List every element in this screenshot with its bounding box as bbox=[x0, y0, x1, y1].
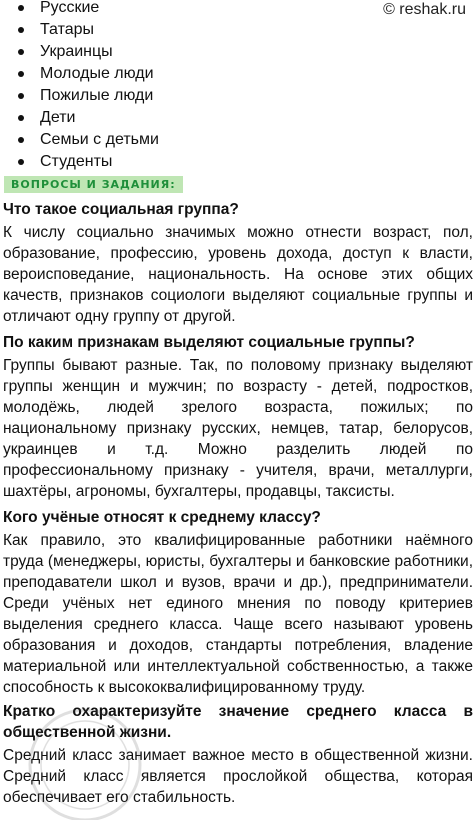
list-item bbox=[0, 107, 300, 129]
list-item bbox=[0, 41, 300, 63]
list-item-label: Украинцы bbox=[40, 43, 113, 60]
social-groups-list bbox=[0, 0, 300, 173]
list-item bbox=[0, 85, 300, 107]
list-item bbox=[0, 129, 300, 151]
tasks-section-label: ВОПРОСЫ И ЗАДАНИЯ: bbox=[4, 176, 183, 193]
bullet-icon bbox=[18, 93, 24, 99]
list-item bbox=[0, 19, 300, 41]
list-item bbox=[0, 0, 300, 19]
qa-block-middle-class-role bbox=[3, 701, 473, 808]
qa-block-social-group bbox=[3, 199, 473, 327]
list-item-label: Молодые люди bbox=[40, 65, 154, 82]
bullet-icon bbox=[18, 71, 24, 77]
list-item-label: Пожилые люди bbox=[40, 87, 154, 104]
answer-paragraph: Группы бывают разные. Так, по половому признаку выделяют группы женщин и мужчин; по возрасту - детей, подростков, молодёжь, людей зрелого возраста, пожилых; по национальному признаку русских, немцев, татар, белорусов, украинцев и т.д. Можно разделить людей по профессиональному признаку - учителя, врачи, металлурги, шахтёры, агрономы, бухгалтеры, продавцы, таксисты. bbox=[3, 357, 473, 500]
answer-paragraph: Как правило, это квалифицированные работники наёмного труда (менеджеры, юристы, бухгалтеры и банковские работники, преподаватели школ и вузов, врачи и др.), предприниматели. Среди учёных нет единого мнения по поводу критериев выделения среднего класса. Чаще всего называют уровень образования и доходов, стандарты потребления, владение материальной или интеллектуальной собственностью, а также способность к высококвалифицированному труду. bbox=[3, 532, 473, 696]
question-heading: Кого учёные относят к среднему классу? bbox=[3, 509, 321, 526]
list-item bbox=[0, 151, 300, 173]
bullet-icon bbox=[18, 115, 24, 121]
bullet-icon bbox=[18, 27, 24, 33]
question-heading: По каким признакам выделяют социальные группы? bbox=[3, 334, 415, 351]
bullet-icon bbox=[18, 159, 24, 165]
list-item-label: Русские bbox=[40, 0, 100, 16]
question-heading: Что такое социальная группа? bbox=[3, 201, 239, 218]
qa-block-middle-class bbox=[3, 507, 473, 698]
list-item-label: Дети bbox=[40, 109, 76, 126]
bullet-icon bbox=[18, 49, 24, 55]
bullet-icon bbox=[18, 137, 24, 143]
bullet-icon bbox=[18, 5, 24, 11]
site-watermark: © reshak.ru bbox=[383, 1, 466, 18]
list-item-label: Студенты bbox=[40, 153, 113, 170]
list-item-label: Семьи с детьми bbox=[40, 131, 159, 148]
list-item bbox=[0, 63, 300, 85]
qa-block-group-criteria bbox=[3, 332, 473, 502]
answer-paragraph: К числу социально значимых можно отнести возраст, пол, образование, профессию, уровень дохода, доступ к власти, вероисповедание, национальность. На основе этих общих качеств, признаков социологи выделяют социальные группы и отличают одну группу от другой. bbox=[3, 224, 473, 325]
question-heading: Кратко охарактеризуйте значение среднего класса в общественной жизни. bbox=[3, 703, 473, 741]
answer-paragraph: Средний класс занимает важное место в общественной жизни. Средний класс является прослойкой общества, которая обеспечивает его стабильность. bbox=[3, 747, 473, 806]
list-item-label: Татары bbox=[40, 21, 95, 38]
